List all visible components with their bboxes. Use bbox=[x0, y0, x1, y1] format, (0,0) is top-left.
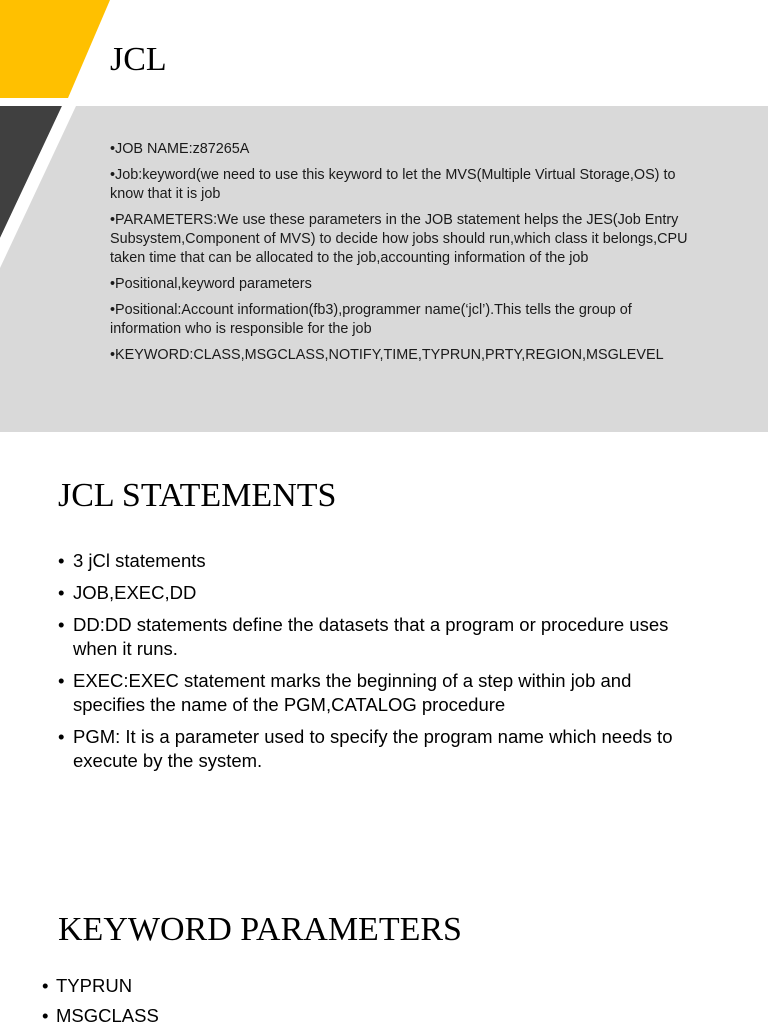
list-item bbox=[58, 581, 708, 605]
slide-jcl-statements bbox=[0, 432, 768, 870]
list-item bbox=[58, 725, 708, 773]
bullet-list bbox=[58, 549, 708, 781]
bullet-dot: • bbox=[42, 1005, 49, 1024]
bullet-dot: • bbox=[58, 726, 65, 747]
slide-title: JCL bbox=[110, 41, 167, 78]
list-item: •PARAMETERS:We use these parameters in the JOB statement helps the JES(Job Entry Subsystem,Component of MVS) to decide how jobs should run,which class it belongs,CPU taken time that can be allocated to the job,accounting information of the job bbox=[110, 212, 688, 266]
bullet-list bbox=[42, 974, 642, 1024]
list-item bbox=[58, 549, 708, 573]
bullet-dot: • bbox=[42, 975, 49, 996]
slide-keyword-parameters bbox=[0, 870, 768, 1024]
list-item: •KEYWORD:CLASS,MSGCLASS,NOTIFY,TIME,TYPRUN,PRTY,REGION,MSGLEVEL bbox=[110, 347, 664, 363]
bullet-list bbox=[110, 140, 700, 372]
bullet-dot: • bbox=[58, 550, 65, 571]
slide-title: JCL STATEMENTS bbox=[58, 477, 337, 514]
slide-jcl bbox=[0, 0, 768, 432]
list-item-text: DD:DD statements define the datasets that a program or procedure uses when it runs. bbox=[73, 614, 669, 659]
list-item-text: EXEC:EXEC statement marks the beginning of a step within job and specifies the name of the PGM,CATALOG procedure bbox=[73, 670, 632, 715]
bullet-dot: • bbox=[58, 582, 65, 603]
list-item bbox=[58, 613, 708, 661]
list-item bbox=[42, 1004, 642, 1024]
list-item-text: MSGCLASS bbox=[56, 1005, 159, 1024]
list-item-text: PGM: It is a parameter used to specify the program name which needs to execute by the system. bbox=[73, 726, 673, 771]
bullet-dot: • bbox=[58, 670, 65, 691]
list-item bbox=[42, 974, 642, 998]
list-item: •JOB NAME:z87265A bbox=[110, 141, 250, 157]
bullet-dot: • bbox=[58, 614, 65, 635]
list-item bbox=[58, 669, 708, 717]
slide-title: KEYWORD PARAMETERS bbox=[58, 911, 462, 948]
list-item-text: 3 jCl statements bbox=[73, 550, 206, 571]
list-item: •Positional,keyword parameters bbox=[110, 276, 312, 292]
list-item: •Positional:Account information(fb3),programmer name(‘jcl’).This tells the group of information who is responsible for the job bbox=[110, 302, 632, 337]
list-item: •Job:keyword(we need to use this keyword to let the MVS(Multiple Virtual Storage,OS) to know that it is job bbox=[110, 167, 676, 202]
list-item-text: JOB,EXEC,DD bbox=[73, 582, 197, 603]
list-item-text: TYPRUN bbox=[56, 975, 133, 996]
